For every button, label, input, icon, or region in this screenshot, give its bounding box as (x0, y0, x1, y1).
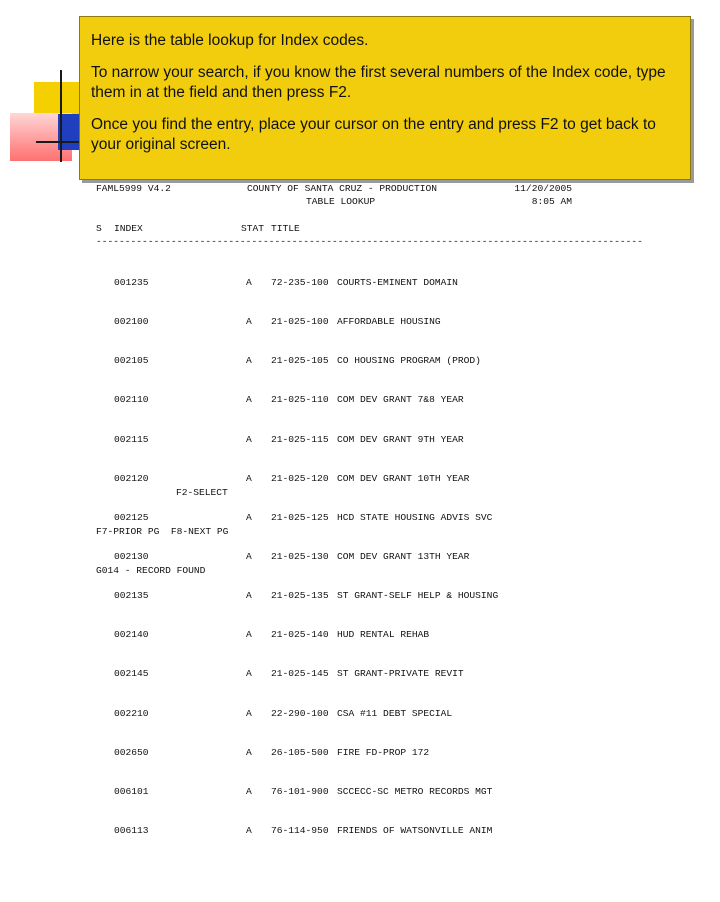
table-row[interactable] (96, 276, 576, 289)
index-code: 002210 (114, 707, 149, 719)
callout-line-3: Once you find the entry, place your cursor on the entry and press F2 to get back to your original screen. (91, 116, 656, 153)
index-code: 001235 (114, 277, 149, 288)
index-title: COM DEV GRANT 9TH YEAR (337, 433, 464, 445)
index-title: HCD STATE HOUSING ADVIS SVC (337, 511, 493, 523)
index-code: 002120 (114, 472, 149, 484)
index-code: 002100 (114, 316, 149, 328)
decorative-vertical-line (60, 70, 62, 162)
index-code: 006101 (114, 785, 149, 797)
table-row[interactable] (96, 707, 576, 720)
column-headers (96, 222, 576, 235)
table-row[interactable] (96, 433, 576, 446)
index-code: 002105 (114, 355, 149, 367)
index-title: FIRE FD-PROP 172 (337, 746, 430, 758)
column-header-index: INDEX (114, 223, 143, 234)
status-code: A (246, 316, 252, 328)
status-code: A (246, 550, 252, 562)
account-number: 21-025-115 (271, 433, 329, 445)
index-code: 002650 (114, 746, 149, 758)
account-number: 22-290-100 (271, 707, 329, 719)
status-code: A (246, 472, 252, 484)
status-code: A (246, 590, 252, 602)
account-number: 21-025-145 (271, 668, 329, 680)
index-title: HUD RENTAL REHAB (337, 629, 430, 641)
screen-title: TABLE LOOKUP (306, 196, 376, 207)
index-title: COM DEV GRANT 7&8 YEAR (337, 394, 464, 406)
index-title: COURTS-EMINENT DOMAIN (337, 277, 458, 288)
status-code: A (246, 629, 252, 641)
status-code: A (246, 746, 252, 758)
index-title: CO HOUSING PROGRAM (PROD) (337, 355, 481, 367)
index-code: 002115 (114, 433, 149, 445)
index-title: CSA #11 DEBT SPECIAL (337, 707, 453, 719)
status-code: A (246, 394, 252, 406)
index-code: 006113 (114, 824, 149, 836)
table-row[interactable] (96, 746, 576, 759)
index-title: AFFORDABLE HOUSING (337, 316, 441, 328)
table-row[interactable] (96, 785, 576, 798)
function-key-footer (96, 460, 396, 590)
status-code: A (246, 785, 252, 797)
index-title: COM DEV GRANT 13TH YEAR (337, 550, 470, 562)
screen-time: 8:05 AM (531, 196, 572, 207)
index-title: FRIENDS OF WATSONVILLE ANIM (337, 824, 493, 836)
callout-line-2: To narrow your search, if you know the first several numbers of the Index code, type them in at the field and then press F2. (91, 64, 666, 101)
screen-date: 11/20/2005 (514, 183, 572, 194)
account-number: 21-025-120 (271, 472, 329, 484)
column-header-select: S (96, 223, 102, 234)
column-header-title: TITLE (271, 223, 300, 234)
paging-keys[interactable]: F7-PRIOR PG F8-NEXT PG (96, 526, 229, 537)
status-code: A (246, 355, 252, 367)
table-row[interactable] (96, 393, 576, 406)
account-number: 21-025-105 (271, 355, 329, 367)
table-row[interactable] (96, 667, 576, 680)
index-code: 002145 (114, 668, 149, 680)
index-title: SCCECC-SC METRO RECORDS MGT (337, 785, 493, 797)
index-code: 002110 (114, 394, 149, 406)
column-header-stat: STAT (241, 223, 265, 234)
status-code: A (246, 707, 252, 719)
status-code: A (246, 433, 252, 445)
account-number: 21-025-140 (271, 629, 329, 641)
index-title: ST GRANT-SELF HELP & HOUSING (337, 590, 499, 602)
index-code: 002130 (114, 550, 149, 562)
account-number: 21-025-125 (271, 511, 329, 523)
account-number: 72-235-100 (271, 277, 329, 288)
table-row[interactable] (96, 589, 576, 602)
account-number: 21-025-110 (271, 394, 329, 406)
instruction-callout (79, 16, 691, 180)
account-number: 21-025-130 (271, 550, 329, 562)
index-title: ST GRANT-PRIVATE REVIT (337, 668, 464, 680)
county-title: COUNTY OF SANTA CRUZ - PRODUCTION (247, 183, 437, 194)
status-code: A (246, 277, 252, 288)
account-number: 21-025-100 (271, 316, 329, 328)
index-title: COM DEV GRANT 10TH YEAR (337, 472, 470, 484)
table-row[interactable] (96, 354, 576, 367)
callout-line-1: Here is the table lookup for Index codes. (91, 32, 369, 49)
account-number: 21-025-135 (271, 590, 329, 602)
account-number: 76-101-900 (271, 785, 329, 797)
terminal-header (96, 182, 576, 208)
index-code: 002140 (114, 629, 149, 641)
account-number: 26-105-500 (271, 746, 329, 758)
status-message: G014 - RECORD FOUND (96, 565, 206, 576)
account-number: 76-114-950 (271, 824, 329, 836)
status-code: A (246, 824, 252, 836)
program-id: FAML5999 V4.2 (96, 183, 171, 194)
table-row[interactable] (96, 824, 576, 837)
header-divider: ----------------------------------------------------------------------------------------------- (96, 236, 643, 247)
index-code: 002135 (114, 590, 149, 602)
index-code: 002125 (114, 511, 149, 523)
table-row[interactable] (96, 628, 576, 641)
status-code: A (246, 511, 252, 523)
f2-select-key[interactable]: F2-SELECT (176, 487, 228, 498)
status-code: A (246, 668, 252, 680)
table-row[interactable] (96, 315, 576, 328)
